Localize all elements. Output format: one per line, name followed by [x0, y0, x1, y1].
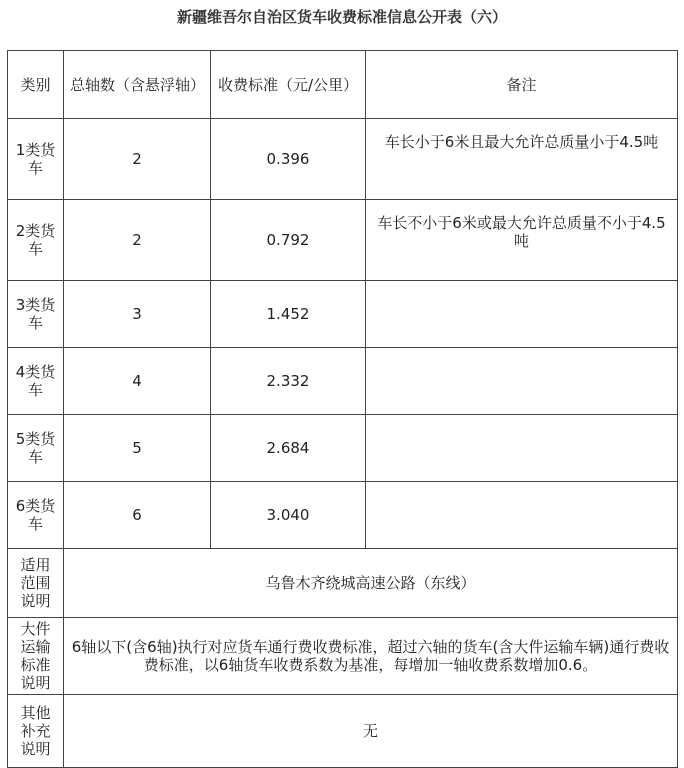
table-row [8, 348, 678, 415]
row-axles: 5 [64, 415, 211, 482]
table-row [8, 200, 678, 281]
row-note [366, 415, 678, 482]
header-axles: 总轴数（含悬浮轴） [64, 51, 211, 119]
row-note: 车长不小于6米或最大允许总质量不小于4.5吨 [366, 200, 678, 281]
large-vehicle-value: 6轴以下(含6轴)执行对应货车通行费收费标准，超过六轴的货车(含大件运输车辆)通行费收费标准，以6轴货车收费系数为基准，每增加一轴收费系数增加0.6。 [64, 618, 678, 695]
row-category: 5类货车 [8, 415, 64, 482]
large-vehicle-label: 大件运输标准说明 [8, 618, 64, 695]
other-row [8, 695, 678, 768]
row-note [366, 281, 678, 348]
row-axles: 4 [64, 348, 211, 415]
fee-table [7, 50, 678, 768]
header-rate: 收费标准（元/公里） [211, 51, 366, 119]
scope-label: 适用范围说明 [8, 549, 64, 618]
table-header-row [8, 51, 678, 119]
row-note [366, 482, 678, 549]
row-category: 3类货车 [8, 281, 64, 348]
row-category: 2类货车 [8, 200, 64, 281]
row-axles: 3 [64, 281, 211, 348]
table-row [8, 119, 678, 200]
page-title: 新疆维吾尔自治区货车收费标准信息公开表（六） [176, 8, 507, 26]
row-rate: 3.040 [211, 482, 366, 549]
other-label: 其他补充说明 [8, 695, 64, 768]
table-row [8, 482, 678, 549]
scope-row [8, 549, 678, 618]
row-axles: 6 [64, 482, 211, 549]
row-rate: 0.792 [211, 200, 366, 281]
row-axles: 2 [64, 200, 211, 281]
header-category: 类别 [8, 51, 64, 119]
row-rate: 0.396 [211, 119, 366, 200]
row-note [366, 348, 678, 415]
other-value: 无 [64, 695, 678, 768]
table-row [8, 415, 678, 482]
row-category: 4类货车 [8, 348, 64, 415]
large-vehicle-row [8, 618, 678, 695]
row-category: 6类货车 [8, 482, 64, 549]
row-note: 车长小于6米且最大允许总质量小于4.5吨 [366, 119, 678, 200]
row-rate: 2.332 [211, 348, 366, 415]
row-axles: 2 [64, 119, 211, 200]
scope-value: 乌鲁木齐绕城高速公路（东线） [64, 549, 678, 618]
row-rate: 2.684 [211, 415, 366, 482]
header-note: 备注 [366, 51, 678, 119]
row-rate: 1.452 [211, 281, 366, 348]
table-row [8, 281, 678, 348]
row-category: 1类货车 [8, 119, 64, 200]
